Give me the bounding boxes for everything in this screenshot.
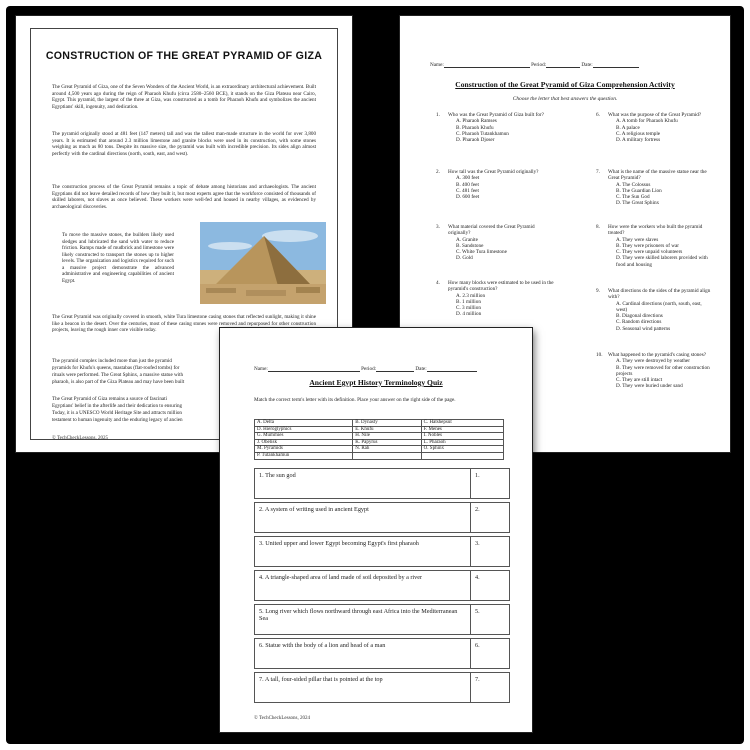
term: F. Menes (421, 426, 503, 433)
option-7b[interactable]: B. The Guardian Lion (616, 187, 662, 194)
option-3b[interactable]: B. Sandstone (456, 242, 484, 249)
option-3c[interactable]: C. White Tura limestone (456, 249, 507, 256)
question-3: 3. What material covered the Great Pyramid originally? A. Granite B. Sandstone C. White Tura limestone D. Gold (436, 224, 554, 262)
definition-row (255, 503, 510, 533)
question-4: 4. How many blocks were estimated to be used in the pyramid's construction? A. 2.3 million B. 1 million C. 3 million D. 4 million (436, 280, 554, 318)
option-2a[interactable]: A. 300 feet (456, 175, 480, 182)
definitions-table (254, 468, 510, 703)
term (353, 452, 421, 459)
option-10a[interactable]: A. They were destroyed by weather (616, 358, 690, 365)
option-1d[interactable]: D. Pharaoh Djoser (456, 137, 495, 144)
definition-row (255, 605, 510, 635)
option-6a[interactable]: A. A tomb for Pharaoh Khufu (616, 118, 678, 125)
option-7a[interactable]: A. The Colossus (616, 181, 651, 188)
paragraph-5: The Great Pyramid was originally covered in smooth, white Tura limestone casing stones that reflected sunlight, making it shine like a beacon in the desert. Over the centuries, most of these casing stones were removed and repurposed for other construction projects, leaving the rough inner core visible today. (52, 314, 316, 333)
option-6b[interactable]: B. A palace (616, 124, 640, 131)
option-9c[interactable]: C. Random directions (616, 319, 662, 326)
definition-row (255, 639, 510, 669)
option-4c[interactable]: C. 3 million (456, 305, 481, 312)
word-bank-row (255, 420, 504, 427)
definition-row (255, 673, 510, 703)
option-8a[interactable]: A. They were slaves (616, 236, 659, 243)
term: O. Sphinx (421, 446, 503, 453)
option-10d[interactable]: D. They were buried under sand (616, 383, 683, 390)
quiz-title: Ancient Egypt History Terminology Quiz (309, 378, 443, 387)
term: I. Nobles (421, 433, 503, 440)
answer-box[interactable]: 1. (471, 469, 510, 499)
question-2: 2. How tall was the Great Pyramid originally? A. 300 feet B. 400 feet C. 481 feet D. 600 feet (436, 169, 554, 200)
option-9b[interactable]: B. Diagonal directions (616, 313, 663, 320)
definition-text: 7. A tall, four-sided pillar that is pointed at the top (255, 673, 471, 703)
quiz-instructions: Match the correct term's letter with its definition. Place your answer on the right side of the page. (254, 397, 456, 403)
option-1a[interactable]: A. Pharaoh Ramses (456, 118, 497, 125)
answer-box[interactable]: 5. (471, 605, 510, 635)
term: K. Papyrus (353, 439, 421, 446)
date-label: Date: (415, 366, 427, 372)
paragraph-6-line-3: rituals were performed. The Great Sphinx, a massive statue with (52, 372, 184, 378)
period-blank[interactable] (376, 366, 414, 372)
word-bank-row (255, 446, 504, 453)
word-bank (254, 419, 504, 460)
option-8b[interactable]: B. They were prisoners of war (616, 242, 679, 249)
question-8: 8. How were the workers who built the pyramid treated? A. They were slaves B. They were prisoners of war C. They were unpaid volunteers D. They were skilled laborers provided with food and housing (596, 224, 714, 268)
paragraph-6-line-2: pyramids for Khufu's queens, mastabas (flat-roofed tombs) for (52, 365, 180, 371)
term: J. Obelisk (255, 439, 353, 446)
term: G. Mummies (255, 433, 353, 440)
paragraph-7-line-4: testament to human ingenuity and the enduring legacy of ancien (52, 417, 183, 423)
terminology-quiz-page (220, 328, 532, 732)
paragraph-3: The construction process of the Great Pyramid remains a topic of debate among historians and archaeologists. The ancient Egyptians did not leave detailed records of how they built it, but most experts agree that the workforce consisted of thousands of skilled laborers, not slaves as once believed. These workers were well-fed and housed in nearby villages, as evidenced by archaeological discoveries. (52, 184, 316, 210)
term: A. Delta (255, 420, 353, 427)
answer-box[interactable]: 4. (471, 571, 510, 601)
definition-text: 6. Statue with the body of a lion and head of a man (255, 639, 471, 669)
option-6c[interactable]: C. A religious temple (616, 130, 661, 137)
term (421, 452, 503, 459)
reading-copyright: © TechCheckLessons, 2025 (52, 436, 108, 441)
word-bank-row (255, 433, 504, 440)
option-4d[interactable]: D. 4 million (456, 311, 482, 318)
word-bank-row (255, 426, 504, 433)
definition-row (255, 571, 510, 601)
reading-title: CONSTRUCTION OF THE GREAT PYRAMID OF GIZA (45, 50, 323, 62)
option-2c[interactable]: C. 481 feet (456, 187, 479, 194)
question-6: 6. What was the purpose of the Great Pyramid? A. A tomb for Pharaoh Khufu B. A palace C. A religious temple D. A military fortress (596, 112, 714, 143)
question-9: 9. What directions do the sides of the pyramid align with? A. Cardinal directions (north, south, east, west) B. Diagonal directions C. Random directions D. Seasonal wind patterns (596, 288, 714, 332)
quiz-header (254, 366, 477, 372)
paragraph-7-line-2: Egyptians' belief in the afterlife and their dedication to ensuring (52, 403, 183, 409)
term: D. Hieroglyphics (255, 426, 353, 433)
term: B. Dynasty (353, 420, 421, 427)
term: E. Khufu (353, 426, 421, 433)
definition-text: 4. A triangle-shaped area of land made of soil deposited by a river (255, 571, 471, 601)
name-blank[interactable] (444, 62, 530, 68)
paragraph-2: The pyramid originally stood at 481 feet (147 meters) tall and was the tallest man-made structure in the world for over 3,800 years. It is estimated that around 2.3 million limestone and granite blocks were used in its construction, with some stones weighing as much as 80 tons. Despite its massive size, the pyramid was built with incredible precision. Its sides align almost perfectly with the cardinal directions (north, south, east, and west). (52, 131, 316, 157)
date-label: Date: (581, 62, 593, 68)
option-7d[interactable]: D. The Great Sphinx (616, 200, 660, 207)
option-10c[interactable]: C. They are still intact (616, 377, 663, 384)
definition-text: 5. Long river which flows northward through east Africa into the Mediterranean Sea (255, 605, 471, 635)
paragraph-7-line-3: Today, it is a UNESCO World Heritage Site and attracts million (52, 410, 182, 416)
definition-text: 2. A system of writing used in ancient Egypt (255, 503, 471, 533)
comprehension-instructions: Choose the letter that best answers the question. (512, 96, 618, 102)
option-9d[interactable]: D. Seasonal wind patterns (616, 325, 671, 332)
answer-box[interactable]: 2. (471, 503, 510, 533)
answer-box[interactable]: 3. (471, 537, 510, 567)
period-label: Period: (531, 62, 547, 68)
name-label: Name: (254, 366, 268, 372)
period-blank[interactable] (546, 62, 580, 68)
definition-text: 3. United upper and lower Egypt becoming Egypt's first pharaoh (255, 537, 471, 567)
word-bank-row (255, 452, 504, 459)
option-8d[interactable]: D. They were skilled laborers provided with food and housing (616, 255, 708, 268)
definition-row (255, 537, 510, 567)
word-bank-row (255, 439, 504, 446)
date-blank[interactable] (427, 366, 477, 372)
term: L. Pharaoh (421, 439, 503, 446)
option-9a[interactable]: A. Cardinal directions (north, south, east, west) (616, 300, 702, 313)
question-7: 7. What is the name of the massive statue near the Great Pyramid? A. The Colossus B. The Guardian Lion C. The Sun God D. The Great Sphinx (596, 169, 714, 207)
paragraph-1: The Great Pyramid of Giza, one of the Seven Wonders of the Ancient World, is an extraordinary architectural achievement. Built around 4,500 years ago during the reign of Pharaoh Khufu (circa 2580–2560 BCE), it stands on the Giza Plateau near Cairo, Egypt. This pyramid, the largest of the three at Giza, was constructed as a tomb for Pharaoh Khufu and symbolizes the ancient Egyptians' skill, ingenuity, and dedication. (52, 84, 316, 110)
option-1b[interactable]: B. Pharaoh Khufu (456, 124, 494, 131)
paragraph-6-line-4: pharaoh, is also part of the Giza Plateau and may have been built (52, 379, 185, 385)
option-10b[interactable]: B. They were removed for other construction projects (616, 364, 710, 377)
definition-text: 1. The sun god (255, 469, 471, 499)
paragraph-7-line-1: The Great Pyramid of Giza remains a source of fascinati (52, 396, 167, 402)
question-1: 1. Who was the Great Pyramid of Giza built for? A. Pharaoh Ramses B. Pharaoh Khufu C. Pharaoh Tutankhamun D. Pharaoh Djoser (436, 112, 554, 143)
option-2d[interactable]: D. 600 feet (456, 194, 480, 201)
option-3a[interactable]: A. Granite (456, 236, 478, 243)
comprehension-header (430, 62, 639, 68)
option-1c[interactable]: C. Pharaoh Tutankhamun (456, 130, 509, 137)
question-10: 10. What happened to the pyramid's casing stones? A. They were destroyed by weather B. They were removed for other construction projects C. They are still intact D. They were buried under sand (596, 352, 714, 390)
quiz-copyright: © TechCheckLessons, 2024 (254, 716, 310, 721)
definition-row (255, 469, 510, 499)
option-6d[interactable]: D. A military fortress (616, 137, 661, 144)
name-label: Name: (430, 62, 444, 68)
term: C. Hatshepsut (421, 420, 503, 427)
paragraph-4: To move the massive stones, the builders likely used sledges and lubricated the sand with water to reduce friction. Ramps made of mudbrick and limestone were likely constructed to transport the stones up to higher levels. The organization and logistics required for such a massive project demonstrate the advanced administrative and engineering capabilities of ancient Egypt. (62, 232, 174, 284)
option-4b[interactable]: B. 1 million (456, 298, 481, 305)
answer-box[interactable]: 6. (471, 639, 510, 669)
option-2b[interactable]: B. 400 feet (456, 181, 479, 188)
answer-box[interactable]: 7. (471, 673, 510, 703)
option-4a[interactable]: A. 2.3 million (456, 292, 486, 299)
term: P. Tutankhamun (255, 452, 353, 459)
comprehension-title: Construction of the Great Pyramid of Giza Comprehension Activity (455, 80, 675, 89)
name-blank[interactable] (268, 366, 360, 372)
date-blank[interactable] (593, 62, 639, 68)
paragraph-6-line-1: The pyramid complex included more than just the pyramid (52, 358, 172, 364)
option-7c[interactable]: C. The Sun God (616, 194, 650, 201)
term: N. Rah (353, 446, 421, 453)
option-3d[interactable]: D. Gold (456, 255, 473, 262)
period-label: Period: (361, 366, 377, 372)
term: H. Nile (353, 433, 421, 440)
great-pyramid-photo (200, 222, 326, 304)
term: M. Pyramids (255, 446, 353, 453)
option-8c[interactable]: C. They were unpaid volunteers (616, 249, 683, 256)
